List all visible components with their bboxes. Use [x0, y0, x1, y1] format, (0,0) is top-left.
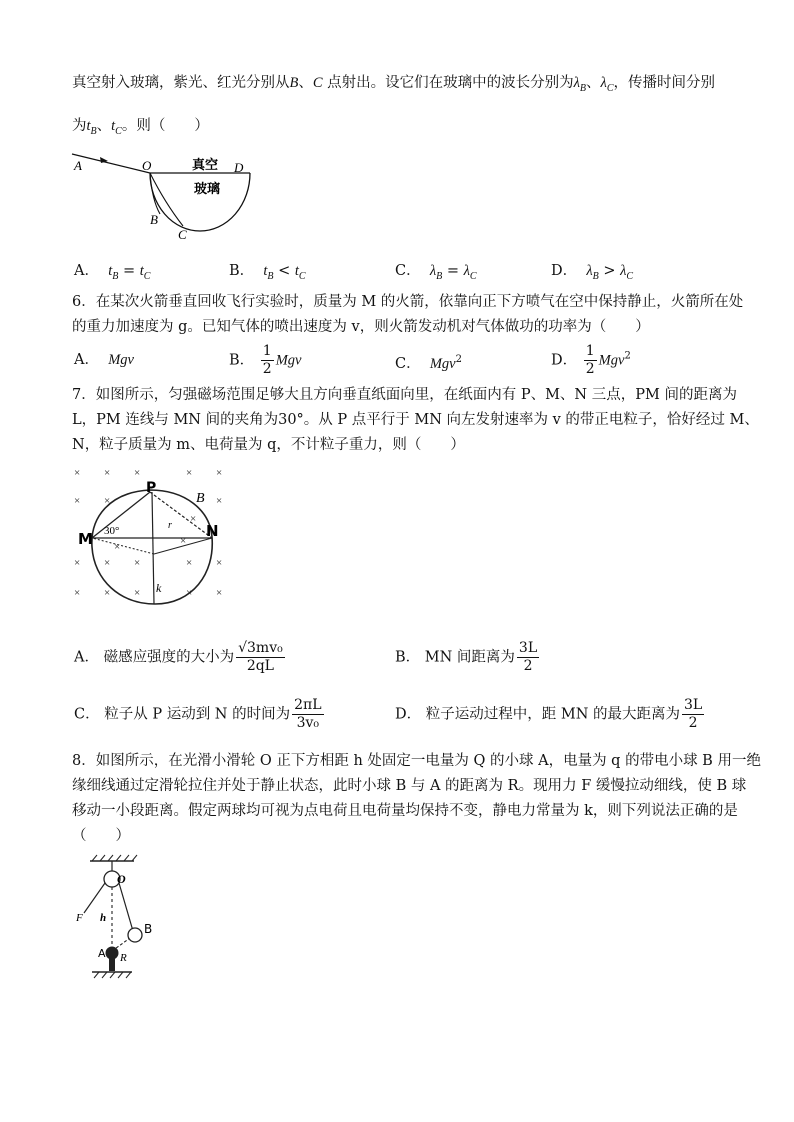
label-a: A — [74, 158, 82, 173]
label-p: P — [146, 480, 157, 496]
q6-option-b[interactable]: B． $\frac{1}{2}$ Mgv — [229, 343, 302, 377]
q7-option-c[interactable] — [74, 697, 326, 732]
svg-text:×: × — [216, 495, 223, 507]
q7-stem-line3: N，粒子质量为 m、电荷量为 q，不计粒子重力，则（ ） — [72, 437, 465, 453]
label-m: M — [78, 530, 93, 548]
q5-text: 。则（ ） — [121, 118, 209, 134]
q5-stem-line1: 真空射入玻璃，紫光、红光分别从B、C 点射出。设它们在玻璃中的波长分别为$\lambda_B$、$\lambda_C$，传播时间分别 — [72, 75, 715, 94]
svg-text:×: × — [190, 513, 197, 525]
svg-text:×: × — [216, 587, 223, 599]
svg-text:×: × — [74, 495, 81, 507]
option-letter: B． — [229, 263, 255, 279]
q6-option-c[interactable]: C． Mgv$^2$ — [395, 354, 462, 372]
svg-text:×: × — [104, 467, 111, 479]
q8-stem-line1: 8．如图所示，在光滑小滑轮 O 正下方相距 h 处固定一电量为 Q 的小球 A，电量为 q 的带电小球 B 用一绝 — [72, 753, 761, 769]
q5-text: 为 — [72, 118, 87, 134]
q7-option-b[interactable] — [395, 640, 541, 675]
q5-var-b: B — [289, 75, 299, 91]
svg-text:×: × — [134, 557, 141, 569]
option-letter: A． — [74, 649, 99, 666]
label-d: D — [234, 160, 244, 175]
option-letter: D． — [395, 706, 422, 723]
ball-a-stand — [109, 957, 115, 971]
q5-option-d[interactable]: D． $\lambda_B > \lambda_C$ — [551, 263, 634, 282]
label-r: R — [120, 952, 127, 964]
label-k: k — [156, 581, 162, 595]
q7-figure — [70, 462, 240, 612]
svg-text:×: × — [186, 467, 193, 479]
option-letter: C． — [395, 355, 421, 372]
label-vacuum: 真空 — [192, 158, 219, 173]
label-h: h — [100, 912, 107, 924]
q7-option-d[interactable] — [395, 697, 706, 732]
q7-stem-line1: 7．如图所示，匀强磁场范围足够大且方向垂直纸面向里，在纸面内有 P、M、N 三点，PM 间的距离为 — [72, 387, 737, 403]
q5-stem-line2: 为$t_B$、$t_C$。则（ ） — [72, 118, 209, 137]
q5-option-c[interactable]: C． $\lambda_B = \lambda_C$ — [395, 263, 477, 282]
label-o: O — [142, 158, 152, 173]
option-text: 粒子运动过程中，距 MN 的最大距离为 — [425, 706, 681, 723]
q8-stem-line2: 缘细线通过定滑轮拉住并处于静止状态，此时小球 B 与 A 的距离为 R。现用力 F 缓慢拉动细线，使 B 球 — [72, 778, 747, 794]
option-letter: A． — [74, 263, 99, 279]
option-letter: C． — [395, 263, 421, 279]
svg-text:×: × — [104, 495, 111, 507]
svg-text:×: × — [74, 587, 81, 599]
option-letter: A． — [74, 352, 99, 368]
label-a: A — [98, 947, 106, 960]
option-text: 粒子从 P 运动到 N 的时间为 — [104, 706, 291, 723]
fraction-numerator: 2πL — [294, 697, 322, 713]
q5-figure — [70, 148, 260, 240]
q5-sep: 、 — [298, 75, 313, 91]
ball-b — [128, 928, 142, 942]
q8-figure — [70, 853, 180, 983]
q5-option-a[interactable]: A． $t_B = t_C$ — [74, 263, 151, 282]
option-text: 磁感应强度的大小为 — [103, 649, 235, 666]
rope-f — [84, 883, 105, 913]
label-f: F — [76, 912, 83, 924]
svg-text:×: × — [186, 587, 193, 599]
option-letter: C． — [74, 706, 100, 723]
ground-hatch — [94, 972, 131, 978]
q7-stem-line2: L，PM 连线与 MN 间的夹角为30°。从 P 点平行于 MN 向左发射速率为 v 的带正电粒子，恰好经过 M、 — [72, 412, 759, 428]
svg-text:×: × — [74, 467, 81, 479]
svg-text:×: × — [186, 557, 193, 569]
svg-text:×: × — [114, 541, 121, 553]
radius-line — [92, 538, 154, 554]
line-pm — [92, 492, 150, 538]
svg-text:×: × — [216, 467, 223, 479]
svg-text:×: × — [134, 467, 141, 479]
label-o: O — [117, 872, 126, 886]
option-text: MN 间距离为 — [424, 649, 515, 666]
svg-text:×: × — [74, 557, 81, 569]
svg-text:×: × — [104, 587, 111, 599]
q8-stem-line4: （ ） — [72, 828, 130, 844]
q5-var-c: C — [312, 75, 323, 91]
option-letter: D． — [551, 352, 578, 369]
label-b: B — [150, 212, 158, 227]
label-c: C — [178, 227, 187, 240]
ray-ob — [150, 173, 160, 214]
svg-text:×: × — [180, 535, 187, 547]
option-letter: B． — [395, 649, 421, 666]
q5-text: ，传播时间分别 — [613, 75, 715, 91]
fraction-numerator: 3L — [684, 697, 703, 713]
svg-text:×: × — [134, 587, 141, 599]
fraction-denominator: 2 — [688, 715, 698, 731]
label-r: r — [168, 520, 172, 531]
label-angle: 30° — [104, 525, 120, 537]
fraction-numerator: 3L — [518, 640, 538, 656]
q7-option-a[interactable] — [74, 640, 287, 675]
q6-stem-line1: 6．在某次火箭垂直回收飞行实验时，质量为 M 的火箭，依靠向正下方喷气在空中保持静止，火箭所在处 — [72, 294, 744, 310]
q5-text: 点射出。设它们在玻璃中的波长分别为 — [322, 75, 574, 91]
incident-ray — [72, 154, 150, 173]
q6-stem-line2: 的重力加速度为 g。已知气体的喷出速度为 v，则火箭发动机对气体做功的功率为（ ） — [72, 319, 650, 335]
ceiling-hatch — [92, 855, 137, 861]
fraction-denominator: 2 — [523, 658, 533, 674]
q6-option-d[interactable]: D． $\frac{1}{2}$ Mgv$^2$ — [551, 343, 631, 377]
q5-option-b[interactable]: B． $t_B < t_C$ — [229, 263, 306, 282]
fraction-denominator: 2qL — [246, 658, 274, 674]
label-n: N — [206, 522, 219, 540]
fraction-denominator: 3v₀ — [296, 715, 320, 731]
q8-stem-line3: 移动一小段距离。假定两球均可视为点电荷且电荷量均保持不变，静电力常量为 k，则下列说法正确的是 — [72, 803, 738, 819]
svg-text:×: × — [216, 557, 223, 569]
rope-b — [119, 883, 133, 931]
option-letter: B． — [229, 352, 255, 369]
svg-text:×: × — [104, 557, 111, 569]
vertical-line — [152, 492, 154, 604]
fraction-numerator: √3mv₀ — [238, 640, 283, 656]
q6-option-a[interactable]: A． Mgv — [74, 352, 134, 368]
label-b: B — [144, 922, 153, 936]
q5-text: 真空射入玻璃，紫光、红光分别从 — [72, 75, 290, 91]
option-letter: D． — [551, 263, 578, 279]
label-glass: 玻璃 — [194, 182, 221, 197]
label-b: B — [196, 491, 205, 506]
